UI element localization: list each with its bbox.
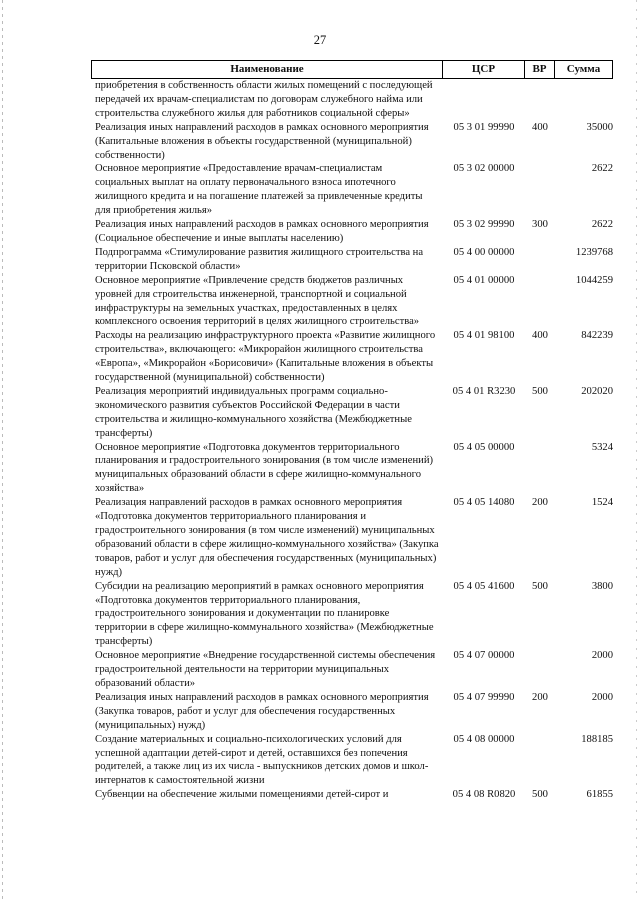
row-name: Субвенции на обеспечение жилыми помещениями детей-сирот и xyxy=(95,789,389,801)
table-row xyxy=(91,274,613,330)
row-name: приобретения в собственность области жилых помещений с последующей передачей их врачам-специалистам по договорам служебного найма или строительства служебного жилья для работников социальной сферы» xyxy=(95,80,433,119)
row-vr: 200 xyxy=(532,497,548,509)
row-sum: 1524 xyxy=(591,497,613,509)
row-name: Создание материальных и социально-психологических условий для успешной адаптации детей-сирот и детей, оставшихся без попечения родителей, а также лиц из их числа - выпускников детских домов и школ-интернатов к самостоятельной жизни xyxy=(95,733,429,787)
scan-edge-left xyxy=(2,0,3,899)
table-row xyxy=(91,79,613,121)
row-csr: 05 3 02 99990 xyxy=(453,219,515,231)
row-name: Расходы на реализацию инфраструктурного проекта «Развитие жилищного строительства», включающего: «Микрорайон жилищного строительства «Европа», «Микрорайон «Борисовичи» (Капитальные вложения в объекты государственной (муниципальной) собственности) xyxy=(95,330,436,384)
table-row xyxy=(91,691,613,733)
table-row xyxy=(91,580,613,650)
row-vr: 500 xyxy=(532,385,548,397)
row-sum: 2622 xyxy=(591,163,613,175)
row-sum: 1044259 xyxy=(575,274,613,286)
row-sum: 188185 xyxy=(581,733,613,745)
table-row xyxy=(91,788,613,802)
row-name: Основное мероприятие «Внедрение государственной системы обеспечения градостроительной деятельности на территории муниципальных образований области» xyxy=(95,650,436,689)
row-csr: 05 4 01 98100 xyxy=(453,330,515,342)
table-row xyxy=(91,121,613,163)
row-vr: 200 xyxy=(532,691,548,703)
row-sum: 842239 xyxy=(581,330,613,342)
page-number: 27 xyxy=(313,33,327,47)
row-vr: 500 xyxy=(532,580,548,592)
scan-edge-right xyxy=(636,0,637,899)
table-row xyxy=(91,385,613,441)
row-name: Реализация иных направлений расходов в рамках основного мероприятия (Капитальные вложения в объекты государственной (муниципальной) собственности) xyxy=(95,121,429,161)
row-sum: 2622 xyxy=(591,219,613,231)
row-csr: 05 4 07 00000 xyxy=(453,650,515,662)
header-name: Наименование xyxy=(91,61,443,78)
row-vr: 400 xyxy=(532,121,548,133)
table-row xyxy=(91,496,613,579)
row-name: Реализация направлений расходов в рамках основного мероприятия «Подготовка документов территориального планирования и градостроительного зонирования (в том числе изменений) муниципальных образований области в сфере жилищно-коммунального хозяйства» (Закупка товаров, работ и услуг для обеспечения государственных (муниципальных) нужд) xyxy=(95,497,439,578)
row-sum: 1239768 xyxy=(575,246,613,258)
table-row xyxy=(91,441,613,497)
table-row xyxy=(91,162,613,218)
row-sum: 2000 xyxy=(591,691,613,703)
row-csr: 05 3 02 00000 xyxy=(453,163,515,175)
row-name: Подпрограмма «Стимулирование развития жилищного строительства на территории Псковской области» xyxy=(95,246,424,272)
row-name: Субсидии на реализацию мероприятий в рамках основного мероприятия «Подготовка документов территориального планирования, градостроительного зонирования и документации по планировке территории в сфере жилищно-коммунального хозяйства» (Межбюджетные трансферты) xyxy=(95,580,434,648)
row-vr: 400 xyxy=(532,330,548,342)
row-sum: 61855 xyxy=(586,789,613,801)
row-vr: 500 xyxy=(532,789,548,801)
row-name: Основное мероприятие «Привлечение средств бюджетов различных уровней для строительства инженерной, транспортной и социальной инфраструктуры на земельных участках, предоставленных в целях комплексного освоения территорий в целях жилищного строительства» xyxy=(95,274,420,328)
table-body xyxy=(91,79,613,802)
budget-table xyxy=(91,60,613,802)
table-row xyxy=(91,246,613,274)
table-row xyxy=(91,649,613,691)
header-csr: ЦСР xyxy=(443,61,525,78)
row-csr: 05 3 01 99990 xyxy=(453,121,515,133)
table-header xyxy=(91,60,613,79)
header-vr: ВР xyxy=(525,61,555,78)
table-row xyxy=(91,218,613,246)
row-sum: 202020 xyxy=(581,385,613,397)
row-sum: 35000 xyxy=(586,121,613,133)
header-sum: Сумма xyxy=(555,61,613,78)
table-row xyxy=(91,733,613,789)
row-csr: 05 4 07 99990 xyxy=(453,691,515,703)
row-csr: 05 4 01 00000 xyxy=(453,274,515,286)
row-sum: 3800 xyxy=(591,580,613,592)
row-csr: 05 4 00 00000 xyxy=(453,246,515,258)
row-name: Основное мероприятие «Подготовка документов территориального планирования и градостроительного зонирования (в том числе изменений) муниципальных образований области в сфере жилищно-коммунального хозяйства» xyxy=(95,441,434,495)
row-csr: 05 4 05 00000 xyxy=(453,441,515,453)
row-name: Реализация иных направлений расходов в рамках основного мероприятия (Закупка товаров, работ и услуг для обеспечения государственных (муниципальных) нужд) xyxy=(95,691,429,731)
row-vr: 300 xyxy=(532,219,548,231)
row-name: Реализация иных направлений расходов в рамках основного мероприятия (Социальное обеспечение и иные выплаты населению) xyxy=(95,219,429,244)
row-csr: 05 4 05 14080 xyxy=(453,497,515,509)
row-sum: 2000 xyxy=(591,650,613,662)
row-csr: 05 4 05 41600 xyxy=(453,580,515,592)
row-csr: 05 4 01 R3230 xyxy=(452,385,516,397)
table-row xyxy=(91,329,613,385)
row-name: Основное мероприятие «Предоставление врачам-специалистам социальных выплат на оплату первоначального взноса ипотечного жилищного кредита и на погашение платежей за привлеченные кредиты для приобретения жилья» xyxy=(95,163,423,217)
row-csr: 05 4 08 00000 xyxy=(453,733,515,745)
row-csr: 05 4 08 R0820 xyxy=(452,789,516,801)
row-sum: 5324 xyxy=(591,441,613,453)
row-name: Реализация мероприятий индивидуальных программ социально-экономического развития субъектов Российской Федерации в части строительства и жилищно-коммунального хозяйства (Межбюджетные трансферты) xyxy=(95,385,412,439)
